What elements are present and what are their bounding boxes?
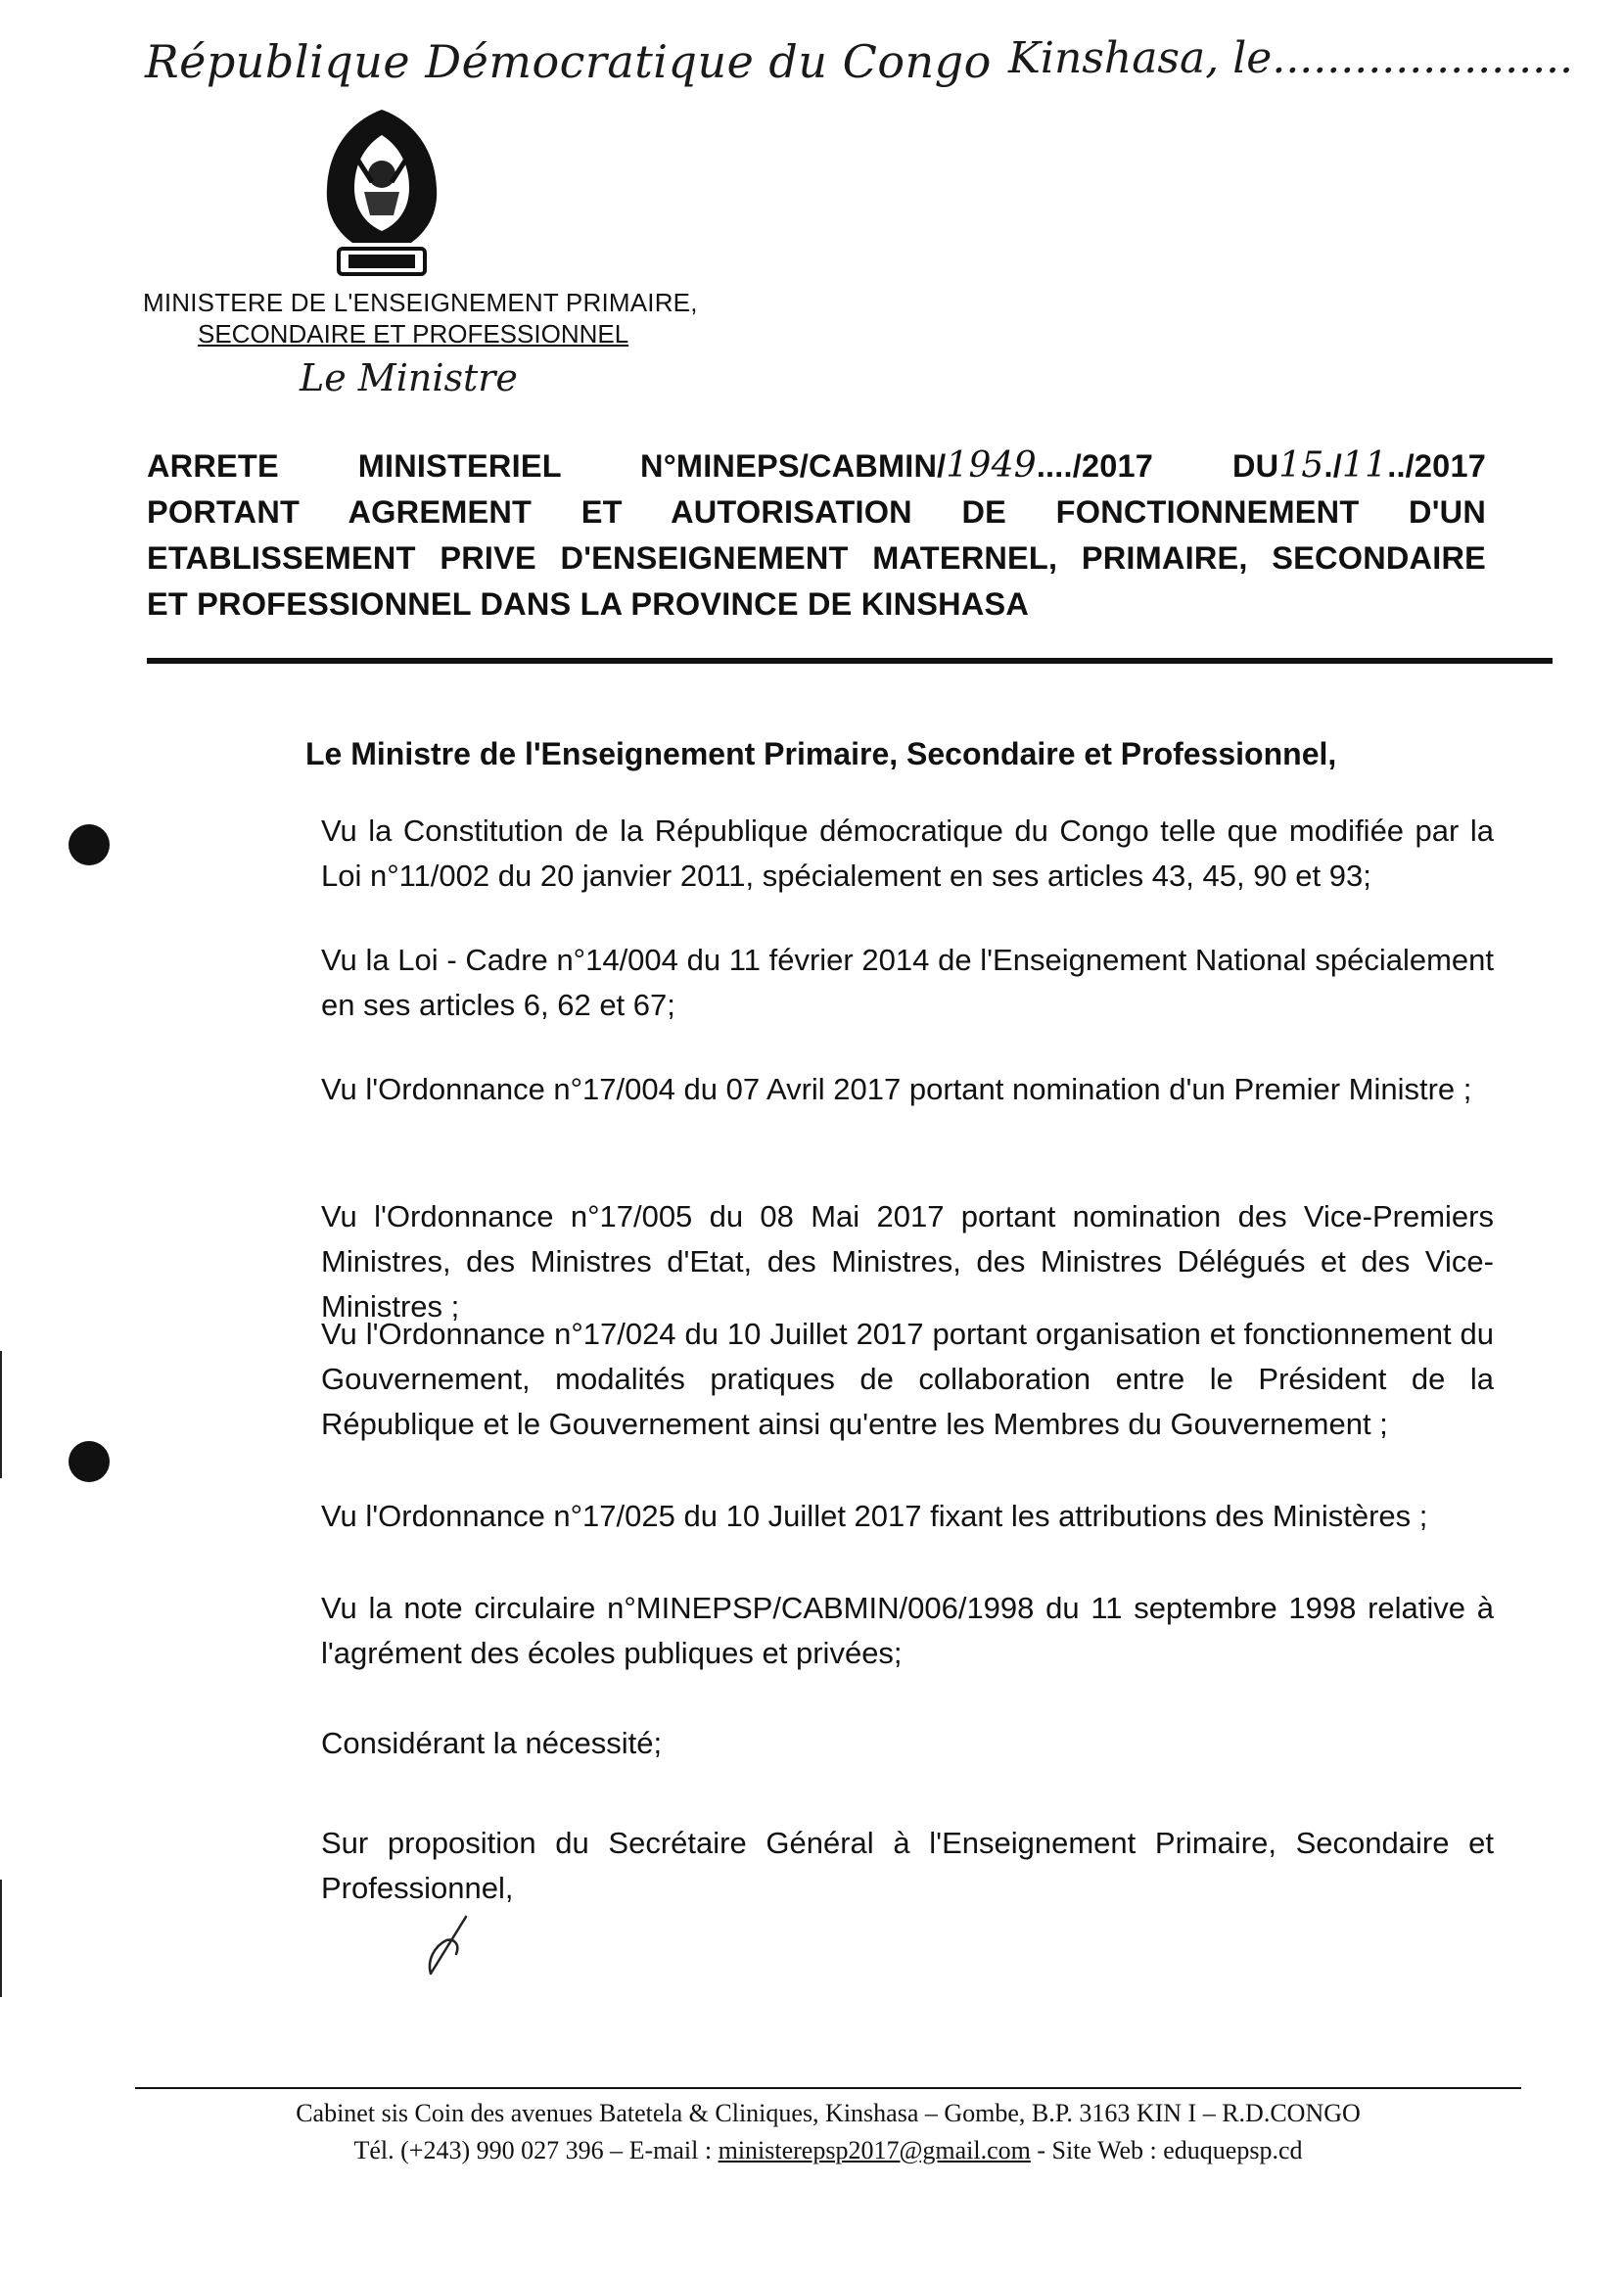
- email-link[interactable]: ministerepsp2017@gmail.com: [718, 2136, 1031, 2164]
- paragraph-text: Vu l'Ordonnance n°17/004 du 07 Avril 2017 portant nomination d'un Premier Ministre ;: [321, 1072, 1472, 1106]
- footer-site-label: - Site Web :: [1030, 2136, 1164, 2164]
- decree-title-line2: PORTANT AGREMENT ET AUTORISATION DE FONCTIONNEMENT D'UN: [147, 494, 1486, 530]
- paragraph-note-circulaire: [151, 1586, 1494, 1676]
- title-divider: [147, 658, 1553, 664]
- ministry-name-line2: SECONDAIRE ET PROFESSIONNEL: [198, 319, 629, 349]
- decree-title: [147, 442, 1486, 628]
- scan-edge-mark: [0, 1880, 2, 1997]
- paragraph-ordonnance-025: [151, 1494, 1494, 1539]
- republic-header: République Démocratique du Congo: [145, 35, 992, 88]
- footer-address: Cabinet sis Coin des avenues Batetela & Cliniques, Kinshasa – Gombe, B.P. 3163 KIN I – R.D.CONGO: [296, 2099, 1361, 2127]
- paragraph-proposition: [151, 1821, 1494, 1911]
- footer-divider: [135, 2087, 1521, 2089]
- decree-ref-prefix: ARRETE MINISTERIEL N°MINEPS/CABMIN/: [147, 448, 947, 484]
- paragraph-considerant: [151, 1721, 1494, 1766]
- city-date-line: Kinshasa, le......................: [1008, 33, 1574, 83]
- paragraph-text: Vu la note circulaire n°MINEPSP/CABMIN/006/1998 du 11 septembre 1998 relative à l'agrément des écoles publiques et privées;: [321, 1591, 1494, 1670]
- footer-tel: Tél. (+243) 990 027 396 – E-mail :: [353, 2136, 719, 2164]
- paragraph-text: Vu la Constitution de la République démocratique du Congo telle que modifiée par la Loi n°11/002 du 20 janvier 2011, spécialement en ses articles 43, 45, 90 et 93;: [321, 814, 1494, 893]
- website-text: eduquepsp.cd: [1163, 2136, 1303, 2164]
- handwritten-number: 1949: [946, 445, 1037, 486]
- paragraph-text: Vu l'Ordonnance n°17/005 du 08 Mai 2017 portant nomination des Vice-Premiers Ministres, des Ministres d'Etat, des Ministres, des Ministres Délégués et des Vice-Ministres ;: [321, 1199, 1494, 1324]
- paragraph-text: Considérant la nécessité;: [321, 1726, 663, 1760]
- paragraph-text: Vu la Loi - Cadre n°14/004 du 11 février 2014 de l'Enseignement National spécialement en ses articles 6, 62 et 67;: [321, 943, 1494, 1022]
- punch-hole-mark: [69, 1441, 110, 1482]
- body-heading: Le Ministre de l'Enseignement Primaire, Secondaire et Professionnel,: [305, 736, 1337, 771]
- decree-ref-mid: ..../2017 DU: [1036, 448, 1279, 484]
- paragraph-ordonnance-024: [151, 1312, 1494, 1447]
- punch-hole-mark: [69, 824, 110, 865]
- national-emblem-icon: [315, 106, 448, 278]
- decree-title-line1: [147, 442, 1486, 489]
- footer: [135, 2095, 1521, 2169]
- decree-title-line3: ETABLISSEMENT PRIVE D'ENSEIGNEMENT MATERNEL, PRIMAIRE, SECONDAIRE: [147, 540, 1486, 576]
- paragraph-text: Sur proposition du Secrétaire Général à l'Enseignement Primaire, Secondaire et Professionnel,: [321, 1826, 1494, 1905]
- minister-title: Le Ministre: [300, 356, 518, 399]
- decree-title-line4: ET PROFESSIONNEL DANS LA PROVINCE DE KINSHASA: [147, 586, 1030, 622]
- handwritten-paraph-icon: [421, 1911, 480, 1981]
- paragraph-constitution: [151, 809, 1494, 899]
- scan-edge-mark: [0, 1351, 2, 1478]
- paragraph-text: Vu l'Ordonnance n°17/025 du 10 Juillet 2017 fixant les attributions des Ministères ;: [321, 1499, 1428, 1533]
- paragraph-text: Vu l'Ordonnance n°17/024 du 10 Juillet 2017 portant organisation et fonctionnement du Gouvernement, modalités pratiques de collaboration entre le Président de la République et le Gouvernement ainsi qu'entre les Membres du Gouvernement ;: [321, 1317, 1494, 1441]
- handwritten-day: 15: [1278, 445, 1324, 486]
- handwritten-month: 11: [1342, 445, 1388, 486]
- decree-date-suffix: ../2017: [1387, 448, 1487, 484]
- paragraph-ordonnance-005: [151, 1194, 1494, 1329]
- decree-date-separator: ./: [1323, 448, 1342, 484]
- paragraph-loi-cadre: [151, 938, 1494, 1028]
- ministry-name-line1: MINISTERE DE L'ENSEIGNEMENT PRIMAIRE,: [143, 288, 698, 317]
- footer-contacts: [135, 2132, 1521, 2169]
- paragraph-ordonnance-004: [151, 1067, 1494, 1112]
